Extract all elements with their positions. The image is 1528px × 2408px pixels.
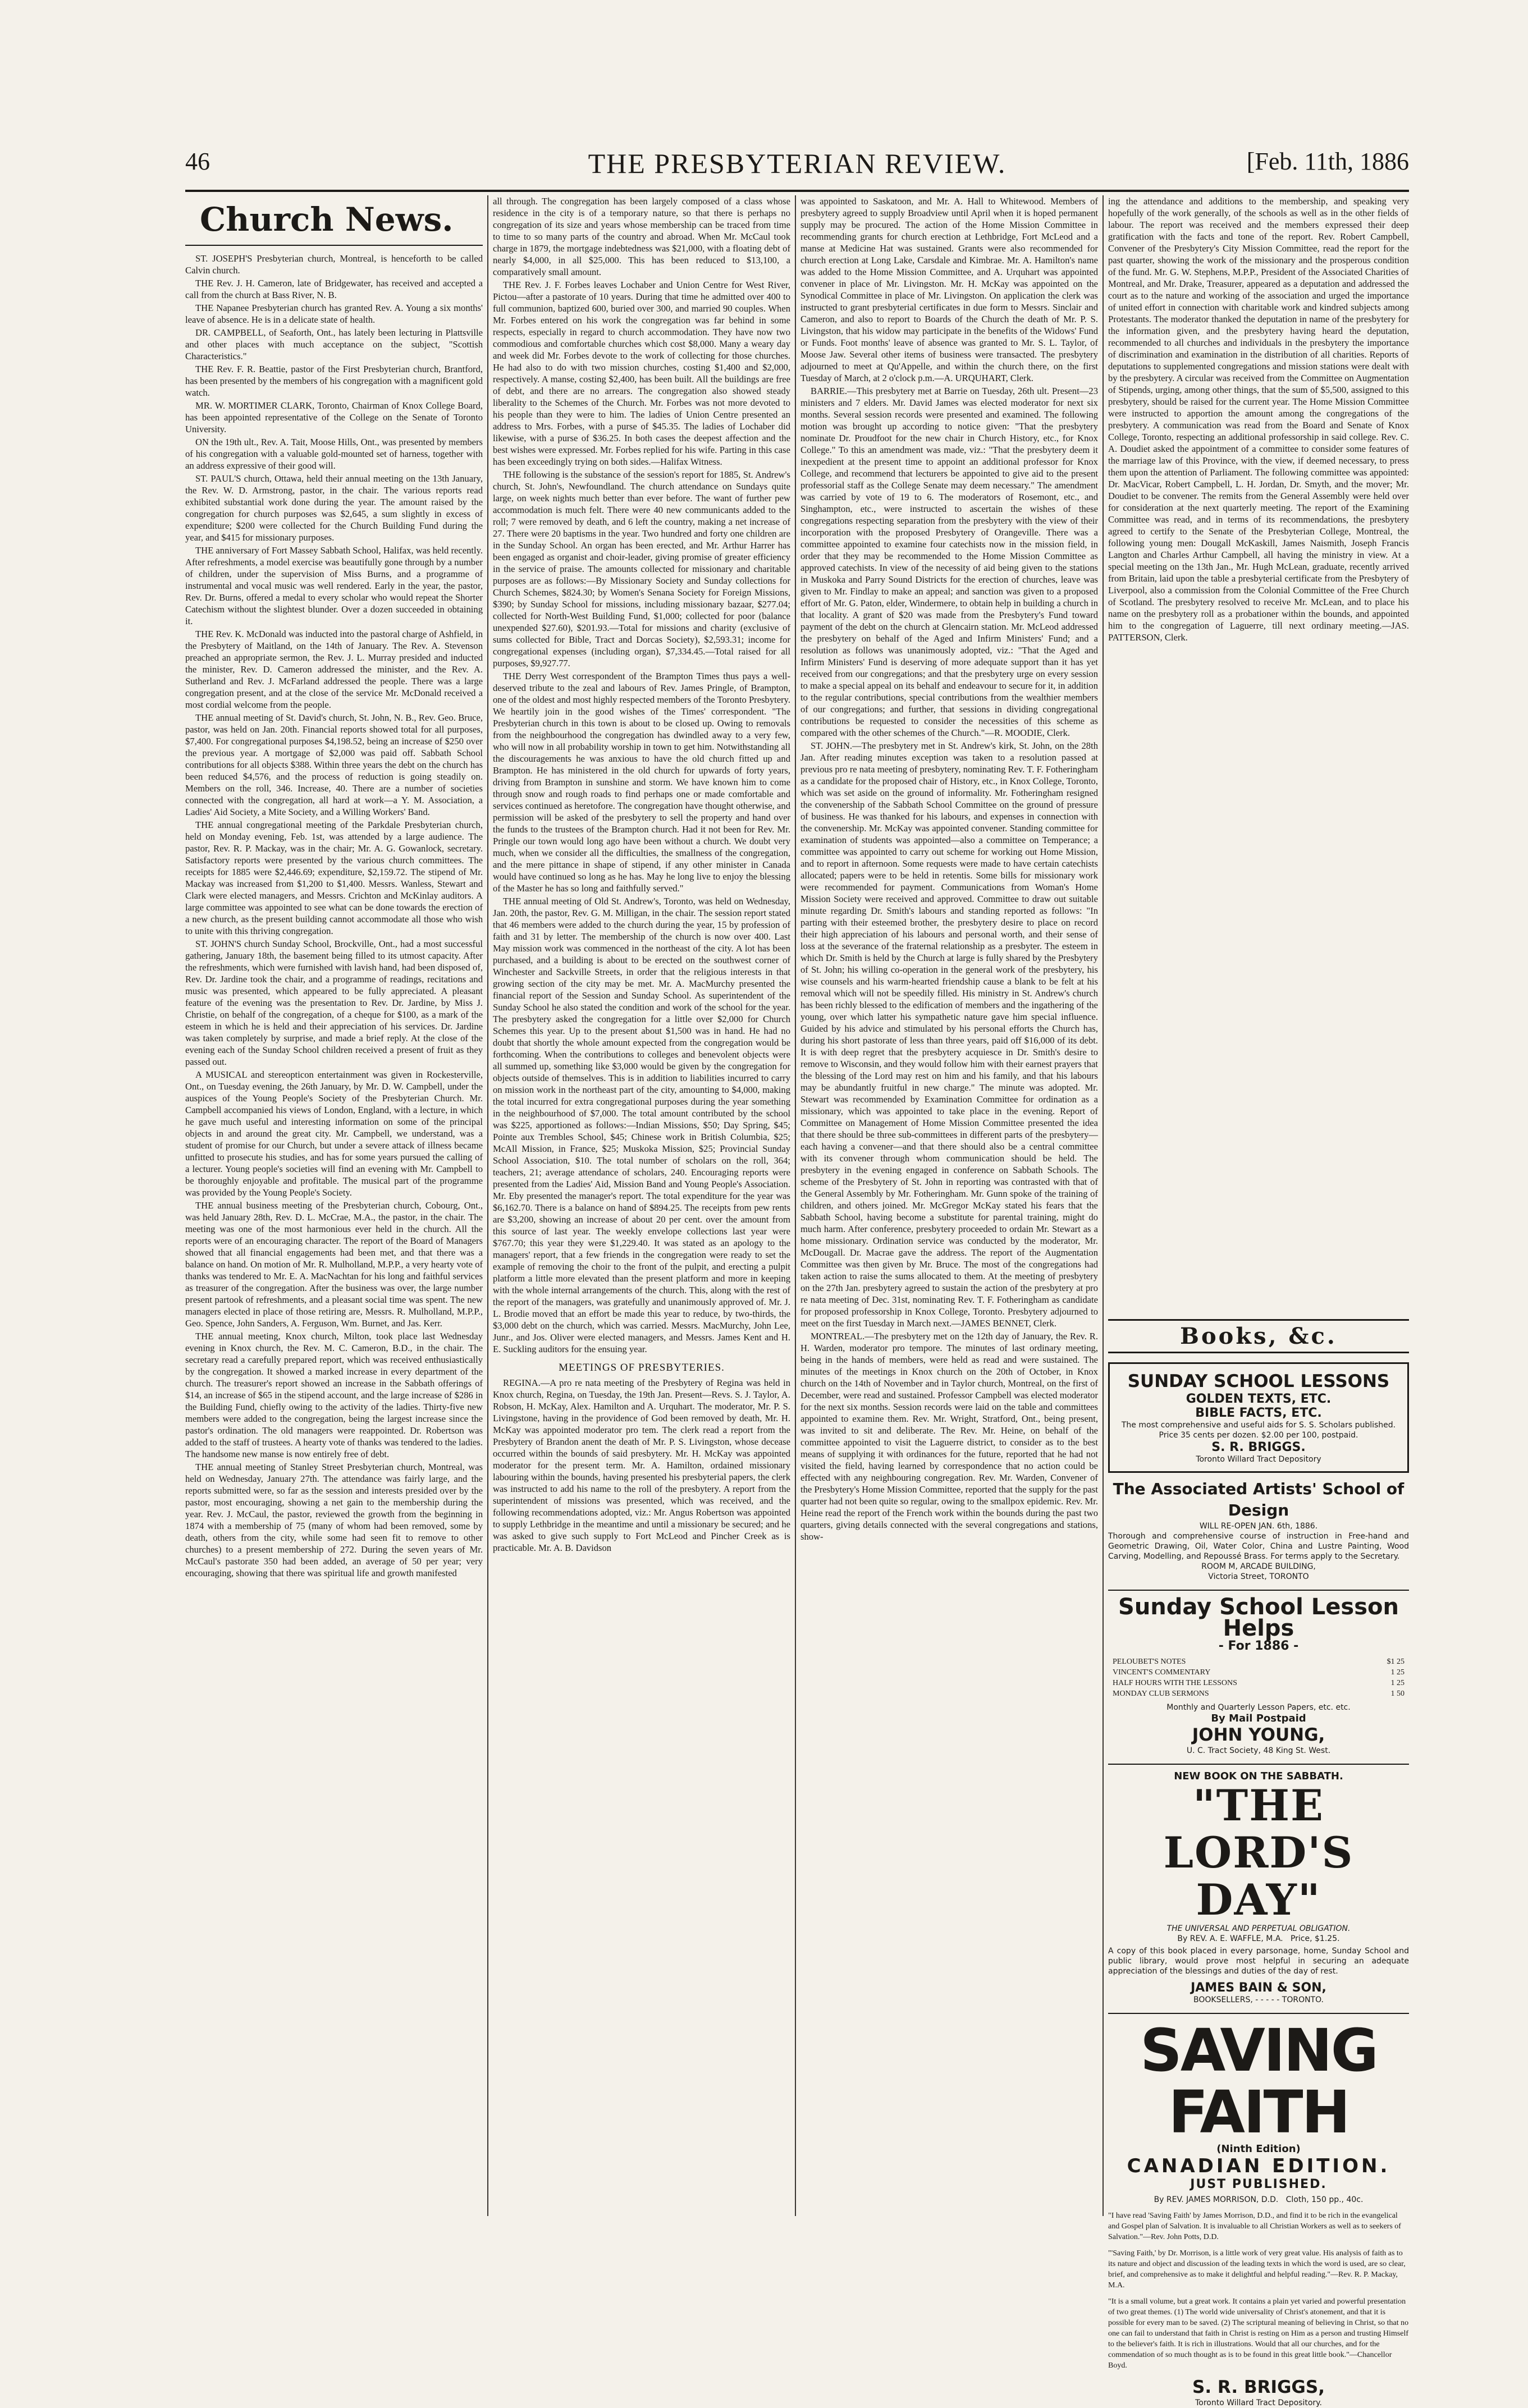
news-paragraph: DR. CAMPBELL, of Seaforth, Ont., has lately been lecturing in Plattsville and other places with much acceptance on the subject, "Scottish Characteristics." — [185, 327, 483, 361]
ad-divider — [1108, 2013, 1409, 2014]
header-rule — [185, 190, 1409, 192]
news-paragraph: THE Rev. K. McDonald was inducted into the pastoral charge of Ashfield, in the Presbytery of Maitland, on the 14th of January. The Rev. A. Stevenson preached an appropriate sermon, the Rev. J. L. Murray presided and inducted the minister, Rev. D. Cameron addressed the minister, and the Rev. A. Sutherland and Rev. J. McFarland addressed the people. There was a large congregation present, and at the close of the service Mr. McDonald received a most cordial welcome from the people. — [185, 629, 483, 710]
presbytery-report: MONTREAL.—The presbytery met on the 12th day of January, the Rev. R. H. Warden, moderator pro tempore. The minutes of last ordinary meeting, being in the hands of members, were held as read and were sustained. The minutes of the meetings in Knox church on the 20th of October, in Knox church on the 14th of November and in Taylor church, Montreal, on the first of December, were read and sustained. Professor Campbell was elected moderator for the next six months. Session records were laid on the table and committees appointed to examine them. Rev. Mr. Wright, Stratford, Ont., being present, was invited to sit and deliberate. The Rev. Mr. Heine, on behalf of the committee appointed to visit the Laguerre district, to consider as to the best means of supplying it with ordinances for the future, reported that he had not visited the field, having learned by correspondence that no action could be effected with any neighbouring congregation. Rev. Mr. Warden, Convener of the Presbytery's Home Mission Committee, reported that the supply for the past quarter had not been quite so regular, owing to the smallpox epidemic. Rev. Mr. Heine read the report of the French work within the bounds during the past two quarters, giving details connected with the several congregations and stations, show- — [800, 1331, 1098, 1542]
books-heading: Books, &c. — [1108, 1319, 1409, 1353]
ad-saving-faith — [1108, 2016, 1409, 2408]
news-paragraph: all through. The congregation has been largely composed of a class whose residence in the city is of a temporary nature, so that there is perhaps no congregation of its size and years whose membership can be traced from time to time to so many parts of the country and abroad. When Mr. McCaul took charge in 1879, the mortgage indebtedness was $21,000, with a floating debt of nearly $4,000, in all $25,000. This has been reduced to $13,100, a comparatively small amount. — [493, 196, 790, 277]
ad-line: JUST PUBLISHED. — [1190, 2177, 1327, 2191]
list-item: MONDAY CLUB SERMONS 1 50 — [1113, 1690, 1405, 1698]
news-paragraph: A MUSICAL and stereopticon entertainment was given in Rockesterville, Ont., on Tuesday evening, the 26th January, by Mr. D. W. Campbell, under the auspices of the Young People's Society of the Presbyterian Church. Mr. Campbell accompanied his views of London, England, with a lecture, in which he gave much useful and interesting information on some of the principal objects in and around the great city. Mr. Campbell, we understand, was a student of promise for our Church, but under a severe attack of illness became unfitted to prosecute his studies, and has for some years pursued the calling of a lecturer. Young people's societies will find an evening with Mr. Campbell to be thoroughly enjoyable and profitable. The musical part of the programme was provided by the Young People's Society. — [185, 1069, 483, 1198]
ad-address: Victoria Street, TORONTO — [1208, 1572, 1309, 1581]
ad-address: ROOM M, ARCADE BUILDING, — [1201, 1562, 1316, 1571]
news-paragraph: THE Napanee Presbyterian church has granted Rev. A. Young a six months' leave of absence. He is in a delicate state of health. — [185, 303, 483, 325]
news-paragraph: MR. W. MORTIMER CLARK, Toronto, Chairman of Knox College Board, has been appointed representative of the College on the Senate of Toronto University. — [185, 400, 483, 434]
ad-line: NEW BOOK ON THE SABBATH. — [1174, 1770, 1343, 1782]
ad-address: U. C. Tract Society, 48 King St. West. — [1186, 1746, 1331, 1755]
news-paragraph: THE following is the substance of the session's report for 1885, St. Andrew's church, St. John's, Newfoundland. The church attendance on Sundays quite large, on week nights much better than ever before. The want of further pew accommodation is much felt. There were 40 new communicants added to the roll; 7 were removed by death, and 6 left the country, making a net increase of 27. There were 20 baptisms in the year. Two hundred and forty one children are in the Sunday School. An organ has been erected, and Mr. Arthur Harrer has been engaged as organist and choir-leader, giving promise of greater efficiency in the service of praise. The amounts collected for missionary and charitable purposes are as follows:—By Missionary Society and Sunday collections for Church Schemes, $824.30; by Women's Senana Society for Foreign Missions, $390; by Sunday School for missions, including missionary bazaar, $277.04; collected for North-West Building Fund, $1,000; collected for poor (balance unexpended $27.60), $201.93.—Total for missions and charity (exclusive of sums collected for Bible, Tract and Dorcas Society), $2,593.31; income for congregational expenses (including organ), $7,334.45.—Total raised for all purposes, $9,927.77. — [493, 469, 790, 669]
meetings-heading: MEETINGS OF PRESBYTERIES. — [559, 1362, 725, 1374]
ad-address: Toronto Willard Tract Depository. — [1195, 2398, 1322, 2407]
news-paragraph: THE annual business meeting of the Presbyterian church, Cobourg, Ont., was held January 28th, Rev. D. L. McCrae, M.A., the pastor, in the chair. The meeting was one of the most harmonious ever held in the church. All the reports were of an encouraging character. The report of the Board of Managers showed that all financial engagements had been met, and that there was a balance on hand. On motion of Mr. R. Mulholland, M.P.P., a very hearty vote of thanks was tendered to Mr. E. A. MacNachtan for his long and faithful services as treasurer of the congregation. After the business was over, the large number present partook of refreshments, and a pleasant social time was spent. The new managers elected in place of those retiring are, Messrs. R. Mulholland, M.P.P., Geo. Spence, John Sanders, A. Ferguson, Wm. Burnet, and Jas. Kerr. — [185, 1200, 483, 1329]
ad-publisher: JOHN YOUNG, — [1192, 1725, 1325, 1745]
ad-author: By REV. JAMES MORRISON, D.D. Cloth, 150 pp., 40c. — [1154, 2195, 1364, 2204]
ad-title: SUNDAY SCHOOL LESSONS — [1127, 1371, 1390, 1391]
ad-publisher: S. R. BRIGGS. — [1211, 1440, 1306, 1454]
ad-title: SAVING FAITH — [1140, 2016, 1377, 2146]
news-paragraph: ST. JOSEPH'S Presbyterian church, Montreal, is henceforth to be called Calvin church. — [185, 253, 483, 276]
ad-publisher: JAMES BAIN & SON, — [1191, 1981, 1326, 1995]
ad-divider — [1108, 1764, 1409, 1765]
presbytery-report: REGINA.—A pro re nata meeting of the Presbytery of Regina was held in Knox church, Regina, on Tuesday, the 19th Jan. Present—Revs. S. J. Taylor, A. Robson, H. McKay, Alex. Hamilton and A. Urquhart. The moderator, Mr. P. S. Livingstone, having in the providence of God been removed by death, Mr. H. McKay was appointed moderator pro tem. The clerk read a report from the Presbytery of Brandon anent the death of Mr. P. S. Livingston, whose decease occurred within the bounds of said presbytery. Mr. H. McKay was appointed moderator for the present term. Mr. A. Hamilton, ordained missionary labouring within the bounds, having presented his presbyterial papers, the clerk was instructed to add his name to the roll of the presbytery. A report from the superintendent of missions was presented, which was received, and the following recommendations adopted, viz.: Mr. Angus Robertson was appointed to supply Lethbridge in the meantime and until a missionary be secured; and he was asked to give such supply to Fort McLeod and Pincher Creek as is practicable. Mr. A. B. Davidson — [493, 1377, 790, 1553]
news-paragraph: THE anniversary of Fort Massey Sabbath School, Halifax, was held recently. After refreshments, a model exercise was beautifully gone through by a number of children, under the supervision of Miss Burns, and a programme of instrumental and vocal music was well rendered. Early in the year, the pastor, Rev. Dr. Burns, offered a medal to every scholar who would repeat the Shorter Catechism without the slightest blunder. Over a dozen succeeded in obtaining it. — [185, 545, 483, 626]
news-paragraph: THE Rev. J. H. Cameron, late of Bridgewater, has received and accepted a call from the church at Bass River, N. B. — [185, 278, 483, 300]
ad-publisher: S. R. BRIGGS, — [1192, 2377, 1325, 2397]
page-number: 46 — [185, 148, 210, 175]
column-4 — [1108, 195, 1409, 1312]
presbytery-report: ing the attendance and additions to the membership, and speaking very hopefully of the work generally, of the schools as well as in the other fields of labour. The report was received and the members expressed their deep gratification with the facts and tone of the report. Rev. Robert Campbell, Convener of the Presbytery's City Mission Committee, read the report for the past quarter, showing the work of the missionary and the prosperous condition of the fund. Mr. G. W. Stephens, M.P.P., President of the Associated Charities of Montreal, and Mr. Drake, Treasurer, appeared as a deputation and addressed the court as to the nature and working of the association and urged the importance of united effort in connection with charitable work and kindred subjects among Protestants. The moderator thanked the deputation in name of the presbytery for the information given, and the presbytery having heard the deputation, recommended to all churches and individuals in the presbytery the importance of discrimination and examination in the distribution of all charities. Reports of deputations to supplemented congregations and mission stations were dealt with by the presbytery. A circular was received from the Committee on Augmentation of Stipends, urging, among other things, that the sum of $5,500, assigned to this presbytery, should be raised for the current year. The Home Mission Committee were instructed to apportion the amount among the congregations of the presbytery. A communication was read from the Board and Senate of Knox College, Toronto, respecting an additional professorship in said college. Rev. C. A. Doudiet asked the appointment of a committee to consider some features of the marriage law of this Province, with the view, if deemed necessary, to press them upon the attention of Parliament. The following committee was appointed: Dr. MacVicar, Robert Campbell, L. H. Jordan, Dr. Smyth, and the mover; Mr. Doudiet to be convener. The remits from the General Assembly were held over for consideration at the next quarterly meeting. The report of the Examining Committee was read, and in terms of its recommendations, the presbytery agreed to certify to the Senate of the Presbyterian College, Montreal, the following young men: Dougall McKaskill, James Naismith, Joseph Francis Langton and Charles Arthur Campbell, all having the ministry in view. At a special meeting on the 13th Jan., Mr. Hugh McLean, graduate, recently arrived from Britain, laid upon the table a presbyterial certificate from the Presbytery of Liverpool, also a commission from the Colonial Committee of the Free Church of Scotland. The presbytery resolved to receive Mr. McLean, and to place his name on the presbytery roll as a probationer within the bounds, and appointed him to the congregation of Laguerre, till next ordinary meeting.—JAS. PATTERSON, Clerk. — [1108, 196, 1409, 643]
ad-author: By REV. A. E. WAFFLE, M.A. Price, $1.25. — [1177, 1934, 1340, 1943]
news-paragraph: THE annual congregational meeting of the Parkdale Presbyterian church, held on Monday evening, Feb. 1st, was attended by a large audience. The pastor, Rev. R. P. Mackay, was in the chair; Mr. A. G. Gowanlock, secretary. Satisfactory reports were presented by the various church committees. The receipts for 1885 were $2,446.69; expenditure, $2,159.72. The stipend of Mr. Mackay was increased from $1,200 to $1,400. Messrs. Wanless, Stewart and Clark were elected managers, and Messrs. Crichton and McKinlay auditors. A large committee was appointed to see what can be done towards the erection of a new church, as the present building cannot accommodate all those who wish to unite with this thriving congregation. — [185, 820, 483, 936]
news-paragraph: THE annual meeting of Old St. Andrew's, Toronto, was held on Wednesday, Jan. 20th, the pastor, Rev. G. M. Milligan, in the chair. The session report stated that 46 members were added to the church during the year, 15 by profession of faith and 31 by letter. The membership of the church is now over 400. Last May mission work was commenced in the northeast of the city. A lot has been purchased, and a building is about to be erected on the southwest corner of Winchester and Sackville Streets, in order that the religious interests in that growing section of the city may be met. Mr. A. MacMurchy presented the financial report of the Session and Sunday School. As superintendent of the Sunday School he also stated the condition and work of the school for the year. The presbytery asked the congregation for a little over $2,000 for Church Schemes this year. Up to the present about $1,500 was in hand. He had no doubt that shortly the whole amount expected from the congregation would be forthcoming. When the contributions to colleges and benevolent objects were all summed up, something like $3,000 would be given by the congregation for objects outside of themselves. This is in addition to liabilities incurred to carry on mission work in the northeast part of the city, amounting to $4,000, making the total incurred for extra congregational purposes during the year something in the neighbourhood of $7,000. The total amount contributed by the school was $225, apportioned as follows:—Indian Missions, $50; Day Spring, $45; Pointe aux Trembles School, $45; Chinese work in British Columbia, $25; McAll Mission, in France, $25; Muskoka Mission, $25; Provincial Sunday School Association, $10. The total number of scholars on the roll, 364; teachers, 21; average attendance of scholars, 240. Encouraging reports were presented from the Ladies' Aid, Mission Band and Young People's Association. Mr. Eby presented the manager's report. The total expenditure for the year was $6,162.70. There is a balance on hand of $894.25. The receipts from pew rents are $3,200, showing an increase of about 20 per cent. over the amount from this source of last year. The weekly envelope collections last year were $767.70; this year they were $1,229.40. It was stated as an apology to the managers' report, that a few friends in the congregation were ready to set the example of removing the choir to the front of the pulpit, and erecting a pulpit platform a little more elevated than the present platform and more in keeping with the whole internal arrangements of the church. This, along with the rest of the report of the managers, was gratefully and unanimously approved of. Mr. J. L. Brodie moved that an effort be made this year to reduce, by two-thirds, the $3,000 debt on the church, which was carried. Messrs. MacMurchy, John Lee, Junr., and Jos. Oliver were elected managers, and Messrs. James Kent and H. E. Suckling auditors for the ensuing year. — [493, 896, 790, 1354]
column-2 — [493, 195, 790, 2227]
ad-address: Toronto Willard Tract Depository — [1196, 1455, 1321, 1464]
ad-divider — [1108, 1590, 1409, 1591]
ad-price: Price 35 cents per dozen. $2.00 per 100, postpaid. — [1159, 1431, 1358, 1440]
running-header — [185, 147, 1409, 181]
news-paragraph: ST. PAUL'S church, Ottawa, held their annual meeting on the 13th January, the Rev. W. D. Armstrong, pastor, in the chair. The various reports read exhibited substantial work done during the year. The amount raised by the congregation for church purposes was $2,645, a sum slightly in excess of expenditure; $200 were collected for the Church Building Fund during the year, and $415 for missionary purposes. — [185, 473, 483, 543]
lesson-helps-list — [1113, 1656, 1405, 1699]
ad-review: "I have read 'Saving Faith' by James Morrison, D.D., and find it to be rich in the evangelical and Gospel plan of Salvation. It is invaluable to all Christian Workers as well as to seekers of Salvation."—Rev. John Potts, D.D. — [1108, 2212, 1401, 2241]
ad-lesson-helps — [1108, 1596, 1409, 1756]
ad-line: Monthly and Quarterly Lesson Papers, etc. etc. — [1166, 1703, 1351, 1712]
ad-title: "THE LORD'S DAY" — [1163, 1780, 1354, 1925]
list-item: VINCENT'S COMMENTARY 1 25 — [1113, 1668, 1405, 1677]
ad-line: The most comprehensive and useful aids for S. S. Scholars published. — [1121, 1421, 1396, 1430]
ad-subtitle: THE UNIVERSAL AND PERPETUAL OBLIGATION. — [1166, 1924, 1351, 1933]
list-item: PELOUBET'S NOTES $1 25 — [1113, 1658, 1405, 1666]
news-paragraph: THE annual meeting of Stanley Street Presbyterian church, Montreal, was held on Wednesday, January 27th. The attendance was fairly large, and the reports submitted were, so far as the session and interests presided over by the pastor, most encouraging, showing a net gain to the membership during the year. Rev. J. McCaul, the pastor, reviewed the growth from the beginning in 1874 with a membership of 75 (many of whom had been removed, some by death, others from the city, while some had seen fit to remove to other churches) to a present membership of 272. During the seven years of Mr. McCaul's pastorate 350 had been added, an average of 50 per year; very encouraging, showing that there was spiritual life and growth manifested — [185, 1462, 483, 1578]
ad-description: Thorough and comprehensive course of instruction in Free-hand and Geometric Drawing, Oil, Water Color, China and Lustre Painting, Wood Carving, Modelling, and Repoussé Brass. For terms apply to the Secretary. — [1108, 1532, 1409, 1561]
news-paragraph: ST. JOHN'S church Sunday School, Brockville, Ont., had a most successful gathering, January 18th, the basement being filled to its utmost capacity. After the refreshments, which were furnished with lavish hand, had been disposed of, Rev. Dr. Jardine took the chair, and a programme of readings, recitations and music was presented, which appeared to be fully appreciated. A pleasant feature of the evening was the presentation to Rev. Dr. Jardine, by Miss J. Christie, on behalf of the congregation, of a cheque for $100, as a mark of the esteem in which he is held and their appreciation of his services. Dr. Jardine was taken completely by surprise, and made a brief reply. At the close of the evening each of the Sunday School children received a present of fruit as they passed out. — [185, 939, 483, 1067]
column-rule — [487, 195, 488, 2216]
ad-address: BOOKSELLERS, - - - - - TORONTO. — [1193, 1995, 1324, 2004]
ad-sunday-school-lessons — [1108, 1362, 1409, 1473]
ad-review: "'Saving Faith,' by Dr. Morrison, is a little work of very great value. His analysis of faith as to its nature and object and discussion of the leading texts in which the word is used, are so clear, brief, and comprehensive as to make it delightful and helpful reading."—Rev. R. P. Mackay, M.A. — [1108, 2249, 1406, 2290]
ad-title: The Associated Artists' School of Design — [1113, 1480, 1405, 1519]
ad-title: Sunday School Lesson Helps — [1118, 1594, 1399, 1641]
news-paragraph: THE Rev. F. R. Beattie, pastor of the First Presbyterian church, Brantford, has been presented by the members of his congregation with a magnificent gold watch. — [185, 364, 483, 398]
ad-line: By Mail Postpaid — [1211, 1713, 1306, 1724]
news-paragraph: THE annual meeting, Knox church, Milton, took place last Wednesday evening in Knox church, the Rev. M. C. Cameron, B.D., in the chair. The secretary read a carefully prepared report, which was received enthusiastically by the congregation. It showed a marked increase in every department of the church. The treasurer's report showed an increase in the Sabbath offerings of $14, an increase of $65 in the stipend account, and the large increase of $286 in the Building Fund, chiefly owing to the activity of the ladies. Thirty-five new members were added to the congregation, being the largest increase since the pastor's ordination. The old managers were reappointed. Dr. Robertson was added to the staff of trustees. A hearty vote of thanks was tendered to the ladies. The handsome new manse is now entirely free of debt. — [185, 1331, 483, 1459]
ad-artists-school — [1108, 1478, 1409, 1582]
ad-edition: (Ninth Edition) — [1216, 2143, 1301, 2155]
ad-review: "It is a small volume, but a great work. It contains a plain yet varied and powerful presentation of two great themes. (1) The world wide universality of Christ's atonement, and that it is possible for every man to be saved. (2) The scriptural meaning of believing in Christ, so that no one can fail to understand that faith in Christ is resting on Him as a person and trusting Himself to the believer's faith. It is rich in illustrations. Would that all our churches, and for the commendation of so much thought as is to be found in this great little book."—Chancellor Boyd. — [1108, 2297, 1409, 2370]
ad-lords-day — [1108, 1770, 1409, 2005]
ad-line: CANADIAN EDITION. — [1127, 2155, 1390, 2177]
ad-line: GOLDEN TEXTS, ETC. — [1186, 1392, 1332, 1406]
news-paragraph: ON the 19th ult., Rev. A. Tait, Moose Hills, Ont., was presented by members of his congregation with a valuable gold-mounted set of harness, together with an address expressive of their good will. — [185, 437, 483, 471]
publication-title: THE PRESBYTERIAN REVIEW. — [588, 148, 1007, 179]
news-paragraph: THE Derry West correspondent of the Brampton Times thus pays a well-deserved tribute to the zeal and labours of Rev. James Pringle, of Brampton, one of the oldest and most highly respected members of the Toronto Presbytery. We heartily join in the good wishes of the Times' correspondent. "The Presbyterian church in this town is about to be closed up. Owing to removals from the neighbourhood the congregation has dwindled away to a very few, who will now in all probability worship in town to get him. Notwithstanding all the discouragements he was anxious to have the old church fitted up and Brampton. He has ministered in the old church for upwards of forty years, driving from Brampton in sunshine and storm. We have known him to come through snow and rough roads to find perhaps one or made comfortable and services continued as heretofore. The congregation have thought otherwise, and permission will be asked of the presbytery to sell the property and hand over the funds to the trustees of the Brampton church. Had it not been for Rev. Mr. Pringle our town would long ago have been without a church. We doubt very much, when we consider all the difficulties, the smallness of the congregation, and the mere pittance in shape of stipend, if any other minister in Canada would have continued so long as he has. May he long live to enjoy the blessing of the Master he has so long and faithfully served." — [493, 671, 790, 894]
column-rule — [795, 195, 796, 2216]
ad-line: WILL RE-OPEN JAN. 6th, 1886. — [1199, 1522, 1318, 1531]
column-rule — [1102, 195, 1104, 2216]
advertisements — [1108, 1319, 1409, 2407]
church-news-heading: Church News. — [200, 200, 454, 239]
issue-date: [Feb. 11th, 1886 — [1246, 148, 1409, 175]
ad-description: A copy of this book placed in every parsonage, home, Sunday School and public library, would prove most helpful in securing an adequate appreciation of the blessings and duties of the day of rest. — [1108, 1947, 1409, 1976]
news-paragraph: THE annual meeting of St. David's church, St. John, N. B., Rev. Geo. Bruce, pastor, was held on Jan. 20th. Financial reports showed total for all purposes, $7,400. For congregational purposes $4,198.52, being an increase of $250 over the previous year. A mortgage of $2,000 was paid off. Sabbath School contributions for all objects $388. Within three years the debt on the church has been reduced $4,576, and the process of reduction is going steadily on. Members on the roll, 346. Increase, 40. There are a number of societies connected with the congregation, all hard at work—a Y. M. Association, a Ladies' Aid Society, a Mite Society, and a Willing Workers' Band. — [185, 712, 483, 817]
presbytery-report: BARRIE.—This presbytery met at Barrie on Tuesday, 26th ult. Present—23 ministers and 7 elders. Mr. David James was elected moderator for next six months. Several session records were presented and examined. The following motion was brought up according to notice given: "That the presbytery nominate Dr. Proudfoot for the new chair in Church History, etc., for Knox College." To this an amendment was made, viz.: "That the presbytery deem it inexpedient at the present time to appoint an additional professor for Knox College, and recommend that lecturers be appointed to give aid to the present professorial staff as the College Senate may deem necessary." The amendment was carried by vote of 19 to 6. The moderators of Rosemont, etc., and Singhampton, etc., were instructed to ascertain the wishes of these congregations respecting separation from the presbytery with the view of their incorporation with the proposed Presbytery of Orangeville. There was a committee appointed to examine four catechists now in the mission field, in order that they may be recommended to the Home Mission Committee as approved catechists. In view of the necessity of aid being given to the stations in Muskoka and Parry Sound Districts for the erection of churches, leave was given to Mr. Findlay to make an appeal; and sanction was given to a proposed effort of Mr. G. Paton, elder, Windermere, to obtain help in building a church in that locality. A grant of $20 was made from the Presbytery's Fund toward payment of the debt on the church at Glencairn station. Mr. McLeod addressed the presbytery on behalf of the Aged and Infirm Ministers' Fund; and a resolution as follows was unanimously adopted, viz.: "That the Aged and Infirm Ministers' Fund is deserving of more adequate support than it has yet received from our congregations; and that the presbytery urge on every session to make a special appeal on its behalf and endeavour to secure for it, in addition to the regular contributions, special contributions from the wealthier members of our congregations; and further, that sessions in dividing congregational contributions be requested to consider the necessities of this scheme as compared with the other schemes of the Church."—R. MOODIE, Clerk. — [800, 386, 1098, 738]
column-1 — [185, 195, 483, 2227]
news-paragraph: THE Rev. J. F. Forbes leaves Lochaber and Union Centre for West River, Pictou—after a pastorate of 10 years. During that time he admitted over 400 to full communion, baptized 600, buried over 300, and married 90 couples. When Mr. Forbes entered on his work the congregation was far behind in some respects, especially in regard to church accommodation. They have now two commodious and comfortable churches which cost $8,000. Many a weary day and week did Mr. Forbes devote to the work of collecting for those churches. He had also to do with two mission churches, costing $1,400 and $2,000, respectively. A manse, costing $2,400, has been built. All the buildings are free of debt, and there are no arrears. The congregation also showed steady liberality to the Schemes of the Church. Mr. Forbes was not more devoted to his people than they were to him. The ladies of Union Centre presented an address to Mrs. Forbes, with a purse of $45.35. The ladies of Lochaber did likewise, with a purse of $36.25. In both cases the deepest affection and the best wishes were expressed. Mr. Forbes replied for his wife. Parting in this case has been exceedingly trying on both sides.—Halifax Witness. — [493, 280, 790, 467]
ad-year: - For 1886 - — [1218, 1639, 1299, 1653]
presbytery-report: ST. JOHN.—The presbytery met in St. Andrew's kirk, St. John, on the 28th Jan. After reading minutes exception was taken to a resolution passed at previous pro re nata meeting of presbytery, nominating Rev. T. F. Fotheringham as a candidate for the proposed chair of History, etc., in Knox College, Toronto, which was set aside on the ground of informality. Mr. Fotheringham resigned the convenership of the Sabbath School Committee on the ground of pressure of business. He was thanked for his labours, and expenses in connection with the convenership. Mr. McKay was appointed convener. Standing committee for examination of students was appointed—also a committee on Temperance; a committee was appointed to carry out scheme for working out Home Mission, and to report in afternoon. Some requests were made to have certain catechists allocated; papers were to be held in retentis. Some bills for missionary work were recommended for payment. Communications from Woman's Home Mission Society were received and approved. Committee to draw out suitable minute regarding Dr. Smith's labours and standing reported as follows: "In parting with their esteemed brother, the presbytery desire to place on record their high appreciation of his labours and personal worth, and their sense of loss at the severance of the fraternal relationship as a presbyter. The esteem in which Dr. Smith is held by the Church at large is fully shared by the Presbytery of St. John; his willing co-operation in the general work of the presbytery, his wise counsels and his warm-hearted friendship cause a blank to be felt at his removal which will not be speedily filled. His ministry in St. Andrew's church has been richly blessed to the edification of members and the ingathering of the young, over which latter his sympathetic nature gave him special influence. Guided by his advice and stimulated by his personal efforts the Church has, during his short pastorate of less than three years, paid off $16,000 of its debt. It is with deep regret that the presbytery acquiesce in Dr. Smith's desire to remove to Wisconsin, and they would follow him with their earnest prayers that the blessing of the Lord may rest on him and his family, and that his labours may be abundantly fruitful in new charge." The minute was adopted. Mr. Stewart was recommended by Examination Committee for ordination as a missionary, which was appointed to take place in the evening. Report of Committee on Management of Home Mission Committee presented the idea that there should be three sub-committees in different parts of the presbytery—each having a convener—and that there should also be a central committee with its convener through whom communication should be held. The presbytery in the evening engaged in conference on Sabbath Schools. The scheme of the Presbytery of St. John in reporting was contrasted with that of the General Assembly by Mr. Fotheringham. Mr. Gunn spoke of the training of children, and others joined. Mr. McGregor McKay stated his fears that the Sabbath School, having become a substitute for parental training, might do much harm. After conference, presbytery proceeded to ordain Mr. Stewart as a home missionary. Ordination service was conducted by the moderator, Mr. McDougall. Dr. Macrae gave the address. The report of the Augmentation Committee was then given by Mr. Bruce. The most of the congregations had taken action to raise the sums allocated to them. At the meeting of presbytery on the 27th Jan. presbytery agreed to sustain the action of the presbytery at pro re nata meeting of Dec. 31st, nominating Rev. T. F. Fotheringham as candidate for proposed professorship in Knox College, Toronto. Presbytery adjourned to meet on the first Tuesday in March next.—JAMES BENNET, Clerk. — [800, 740, 1098, 1329]
list-item: HALF HOURS WITH THE LESSONS 1 25 — [1113, 1679, 1405, 1687]
heading-rule — [185, 245, 483, 246]
ad-line: BIBLE FACTS, ETC. — [1195, 1406, 1322, 1420]
column-3 — [800, 195, 1098, 2227]
presbytery-report: was appointed to Saskatoon, and Mr. A. Hall to Whitewood. Members of presbytery agreed to supply Broadview until April when it is hoped permanent supply may be procured. The action of the Home Mission Committee in recommending grants for church erection at Lethbridge, Fort McLeod and a manse at Medicine Hat was sustained. Grants were also recommended for church erection at Long Lake, Carsdale and Kimbrae. Mr. A. Hamilton's name was added to the Home Mission Committee, and A. Urquhart was appointed convener in place of Mr. Livingston. Mr. H. McKay was appointed on the Synodical Committee in place of Mr. Livingston. On application the clerk was instructed to grant presbyterial certificates in due form to Messrs. Sinclair and Cameron, and also to report to Boards of the Church the death of Mr. P. S. Livingston, that his widow may participate in the benefits of the Widows' Fund or Funds. Foot months' leave of absence was granted to Mr. S. L. Taylor, of Moose Jaw. Several other items of business were transacted. The presbytery adjourned to meet at Qu'Appelle, and within the church there, on the first Tuesday of March, at 2 o'clock p.m.—A. URQUHART, Clerk. — [800, 196, 1098, 383]
